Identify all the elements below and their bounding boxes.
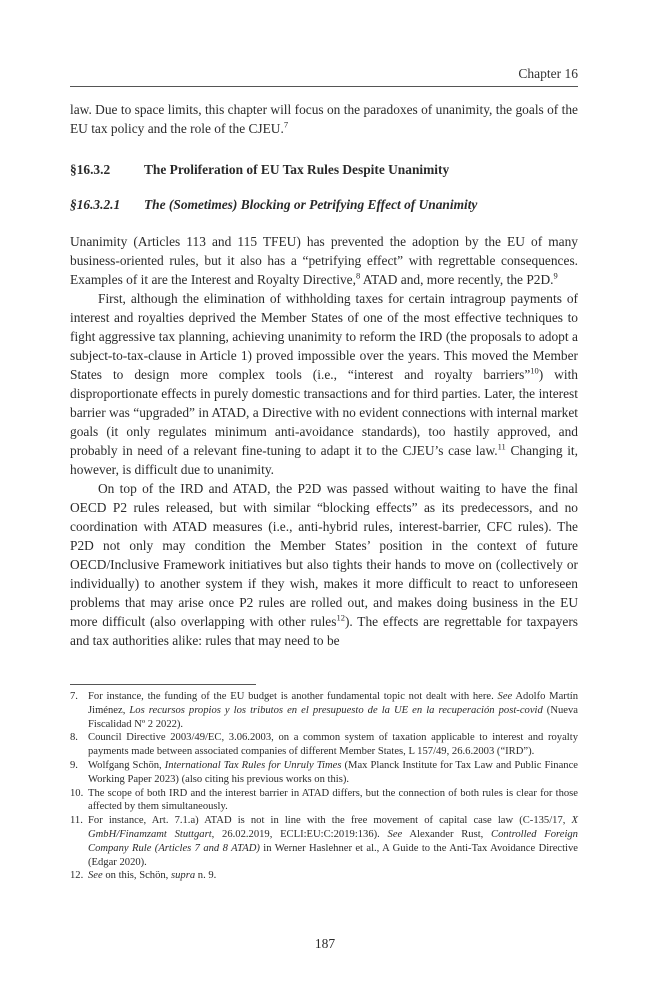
body-text <box>70 100 578 650</box>
footnote-text-part: Controlled Foreign Company Rule (Articles 7 and 8 ATAD) <box>88 828 578 854</box>
header-rule <box>70 86 578 87</box>
footnote-text <box>88 731 578 759</box>
paragraph-text: Changing it, however, is difficult due to unanimity. <box>70 443 578 477</box>
footnote-text-part: (Nueva Fiscalidad Nº 2 2022). <box>88 704 578 730</box>
footnote-text-part: For instance, the funding of the EU budget is another fundamental topic not dealt with here. <box>88 691 498 702</box>
footnote-text-part: n. 9. <box>195 870 217 882</box>
footnote-text <box>88 759 578 787</box>
footnote-ref[interactable]: 11 <box>497 441 506 452</box>
footnote-number: 12. <box>70 870 84 882</box>
footnote-ref[interactable]: 9 <box>553 270 558 281</box>
footnote-text <box>88 814 578 869</box>
footnote-text-part: The scope of both IRD and the interest barrier in ATAD differs, but the connection of both rules is clear for those affected by them simultaneously. <box>88 787 578 813</box>
footnote-item <box>70 814 578 869</box>
footnote-text-part: See <box>497 691 513 702</box>
subsection-heading <box>70 195 578 214</box>
footnote-number: 9. <box>70 759 78 771</box>
footnote-text-part: Wolfgang Schön, <box>88 759 165 771</box>
footnote-item <box>70 690 578 731</box>
subsection-title: The (Sometimes) Blocking or Petrifying Effect of Unanimity <box>144 197 478 212</box>
paragraph-2 <box>70 289 578 479</box>
paragraph-1 <box>70 232 578 289</box>
footnote-ref[interactable]: 10 <box>530 365 539 376</box>
footnote-text-part: International Tax Rules for Unruly Times <box>164 759 342 771</box>
footnote-text-part: supra <box>170 870 196 882</box>
paragraph-text: ATAD and, more recently, the P2D. <box>360 272 554 287</box>
footnote-text-part: For instance, Art. 7.1.a) ATAD is not in line with the free movement of capital case law (C-135/17, <box>88 815 572 827</box>
footnote-text <box>88 787 578 815</box>
footnotes <box>70 690 578 883</box>
footnote-number: 10. <box>70 787 84 799</box>
intro-text: law. Due to space limits, this chapter will focus on the paradoxes of unanimity, the goals of the EU tax policy and the role of the CJEU. <box>70 102 578 136</box>
footnote-text-part: Alexander Rust, <box>402 828 492 840</box>
paragraph-text: ). The effects are regrettable for taxpayers and tax authorities alike: rules that may need to be <box>70 614 578 648</box>
paragraph-text: On top of the IRD and ATAD, the P2D was passed without waiting to have the final OECD P2 rules released, but with similar “blocking effects” as its predecessors, and no coordination with ATAD measures (i.e., anti-hybrid rules, interest-barrier, CFC rules). The P2D not only may condition the Member States’ position in the context of future OECD/Inclusive Framework initiatives but also tights their hands to move on (collectively or individually) to another system if they wish, makes it more difficult to react to unforeseen problems that may arise once P2 rules are rolled out, and makes doing business in the EU more difficult (also overlapping with other rules <box>70 481 578 629</box>
paragraph-3 <box>70 479 578 650</box>
section-heading <box>70 160 578 179</box>
running-head: Chapter 16 <box>518 66 578 81</box>
section-title: The Proliferation of EU Tax Rules Despite Unanimity <box>144 162 450 177</box>
footnote-text-part: Adolfo Martín Jiménez, <box>88 691 578 716</box>
footnote-item <box>70 869 578 883</box>
paragraph-text: ) with disproportionate effects in purely domestic transactions and for third parties. Later, the interest barrier was “upgraded” in ATAD, a Directive with no evident connections with internal market goals (it only regulates minimum anti-avoidance standards), too hastily approved, and probably in need of a relevant fine-tuning to adapt it to the CJEU’s case law. <box>70 367 578 458</box>
footnote-text-part: See <box>387 828 403 840</box>
page-number: 187 <box>314 936 336 951</box>
footnote-text-part: , 26.02.2019, ECLI:EU:C:2019:136). <box>211 828 388 840</box>
footnote-text-part: in Werner Haslehner et al., A Guide to the Anti-Tax Avoidance Directive (Edgar 2020). <box>88 842 578 868</box>
footnote-ref[interactable]: 8 <box>355 270 361 281</box>
footnote-number: 7. <box>70 691 78 702</box>
footnote-ref[interactable]: 12 <box>336 612 345 623</box>
paragraph-text: First, although the elimination of withholding taxes for certain intragroup payments of interest and royalties deprived the Member States of one of the most effective techniques to fight aggressive tax planning, achieving unanimity to reform the IRD (the proposals to adopt a subject-to-tax-clause in Article 1) proved impossible over the years. This moved the Member States to design more complex tools (i.e., “interest and royalty barriers” <box>70 291 578 382</box>
section-number: §16.3.2 <box>70 162 111 177</box>
intro-paragraph <box>70 100 578 138</box>
footnote-number: 8. <box>70 732 78 744</box>
footnote-text <box>88 869 578 883</box>
footnote-item <box>70 731 578 759</box>
footnote-ref[interactable]: 7 <box>283 119 289 130</box>
footnote-rule <box>70 684 256 685</box>
footnote-number: 11. <box>70 815 83 827</box>
footnote-item <box>70 787 578 815</box>
footnote-text-part: See <box>88 870 103 882</box>
footnote-text-part: X GmbH/Finamzamt Stuttgart <box>88 815 578 840</box>
paragraph-text: Unanimity (Articles 113 and 115 TFEU) has prevented the adoption by the EU of many business-oriented rules, but it also has a “petrifying effect” with regrettable consequences. Examples of it are the Interest and Royalty Directive, <box>70 234 578 287</box>
footnote-text-part: (Max Planck Institute for Tax Law and Public Finance Working Paper 2023) (also citing his previous works on this). <box>88 759 578 785</box>
footnote-text-part: Los recursos propios y los tributos en el presupuesto de la UE en la recuperación post-covid <box>129 704 543 716</box>
footnote-item <box>70 759 578 787</box>
footnote-text-part: on this, Schön, <box>102 870 171 882</box>
footnote-text <box>88 690 578 731</box>
subsection-number: §16.3.2.1 <box>70 197 121 212</box>
footnote-text-part: Council Directive 2003/49/EC, 3.06.2003, on a common system of taxation applicable to interest and royalty payments made between associated companies of different Member States, L 157/49, 26.6.2003 (“IRD”). <box>88 732 578 758</box>
